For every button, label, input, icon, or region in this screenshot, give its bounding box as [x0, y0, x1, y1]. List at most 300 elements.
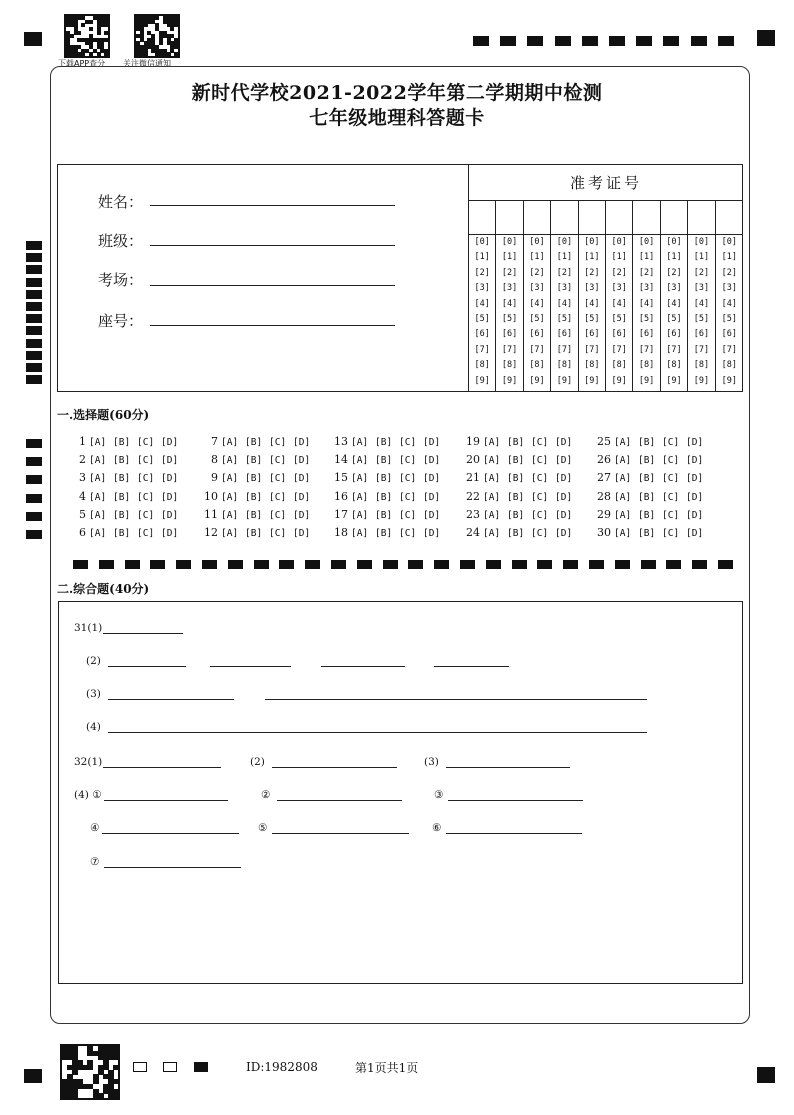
- mc-option-bubble[interactable]: [D]: [423, 491, 441, 503]
- mc-option-bubble[interactable]: [B]: [245, 491, 263, 503]
- mc-option-bubble[interactable]: [C]: [399, 455, 417, 467]
- qr-right-label: 关注微信通知: [123, 59, 171, 68]
- exam-digit-bubble[interactable]: [1]: [529, 252, 545, 263]
- exam-number-column: [633, 201, 660, 391]
- exam-digit-bubble[interactable]: [2]: [666, 267, 682, 278]
- exam-number-column: [688, 201, 715, 391]
- mc-option-bubble[interactable]: [B]: [113, 455, 131, 467]
- mc-option-bubble[interactable]: [A]: [221, 437, 239, 448]
- q32-4-4-line[interactable]: [102, 833, 239, 834]
- mc-option-bubble[interactable]: [D]: [686, 491, 704, 503]
- exam-digit-bubble[interactable]: [8]: [501, 360, 518, 371]
- exam-digit-bubble[interactable]: [6]: [556, 329, 573, 340]
- mc-option-bubble[interactable]: [C]: [531, 473, 549, 485]
- mc-option-bubble[interactable]: [A]: [89, 509, 107, 521]
- mc-option-bubble[interactable]: [C]: [269, 509, 287, 521]
- exam-digit-bubble[interactable]: [9]: [474, 375, 490, 386]
- exam-digit-writebox[interactable]: [688, 201, 714, 235]
- mc-option-bubble[interactable]: [C]: [137, 455, 155, 467]
- exam-digit-writebox[interactable]: [716, 201, 743, 235]
- exam-digit-bubble[interactable]: [9]: [693, 375, 710, 386]
- exam-digit-bubble[interactable]: [0]: [556, 237, 573, 247]
- exam-digit-bubble[interactable]: [5]: [693, 313, 710, 324]
- exam-digit-bubble[interactable]: [8]: [693, 360, 710, 371]
- exam-digit-bubble[interactable]: [8]: [584, 360, 600, 371]
- mc-question-number: 4: [79, 489, 86, 503]
- mc-question-row: [589, 508, 710, 521]
- mc-option-bubble[interactable]: [C]: [531, 437, 549, 448]
- mc-option-bubble[interactable]: [B]: [375, 455, 393, 467]
- mc-option-bubble[interactable]: [C]: [399, 528, 417, 539]
- mc-question-number: 3: [79, 471, 86, 485]
- exam-digit-bubble[interactable]: [5]: [529, 313, 545, 324]
- mc-question-row: [196, 453, 317, 466]
- exam-digit-bubble[interactable]: [9]: [529, 375, 545, 386]
- mc-question-row: [64, 435, 185, 448]
- q31-2-line-b[interactable]: [210, 666, 291, 667]
- mc-option-bubble[interactable]: [A]: [89, 491, 107, 503]
- exam-digit-bubble[interactable]: [0]: [611, 237, 627, 247]
- exam-digit-bubble[interactable]: [0]: [529, 237, 545, 247]
- mc-option-bubble[interactable]: [D]: [161, 455, 179, 467]
- left-timing-mark: [26, 241, 42, 250]
- exam-digit-bubble[interactable]: [4]: [721, 298, 737, 309]
- mc-option-bubble[interactable]: [B]: [638, 491, 656, 503]
- mc-option-bubble[interactable]: [C]: [269, 437, 287, 448]
- exam-digit-bubble[interactable]: [9]: [721, 375, 737, 386]
- exam-digit-bubble[interactable]: [0]: [638, 237, 655, 247]
- q31-2-line-c[interactable]: [321, 666, 405, 667]
- exam-digit-bubble[interactable]: [9]: [638, 375, 655, 386]
- mc-option-bubble[interactable]: [C]: [269, 491, 287, 503]
- mc-option-bubble[interactable]: [A]: [483, 437, 501, 448]
- mc-option-bubble[interactable]: [D]: [686, 437, 704, 448]
- mc-option-bubble[interactable]: [A]: [89, 437, 107, 448]
- exam-digit-bubble[interactable]: [0]: [474, 237, 490, 247]
- mc-option-bubble[interactable]: [D]: [423, 528, 441, 539]
- mc-option-bubble[interactable]: [A]: [351, 473, 369, 485]
- exam-digit-writebox[interactable]: [551, 201, 577, 235]
- top-timing-mark: [636, 36, 652, 46]
- mc-option-bubble[interactable]: [A]: [614, 437, 632, 448]
- mc-option-bubble[interactable]: [D]: [161, 509, 179, 521]
- mc-option-bubble[interactable]: [D]: [293, 437, 311, 448]
- q32-1-line[interactable]: [103, 767, 221, 768]
- q32-4-6-line[interactable]: [446, 833, 582, 834]
- mc-option-bubble[interactable]: [B]: [507, 437, 525, 448]
- exam-digit-bubble[interactable]: [7]: [556, 344, 573, 355]
- mc-question-number: 18: [334, 526, 348, 539]
- mc-option-bubble[interactable]: [B]: [507, 528, 525, 539]
- top-timing-mark: [582, 36, 598, 46]
- mc-option-bubble[interactable]: [D]: [293, 473, 311, 485]
- mc-option-bubble[interactable]: [B]: [113, 528, 131, 539]
- exam-digit-bubble[interactable]: [7]: [638, 344, 655, 355]
- exam-digit-bubble[interactable]: [4]: [556, 298, 573, 309]
- q31-4-line[interactable]: [108, 732, 647, 733]
- exam-digit-bubble[interactable]: [1]: [638, 252, 655, 263]
- mc-option-bubble[interactable]: [C]: [531, 509, 549, 521]
- mc-option-bubble[interactable]: [C]: [137, 473, 155, 485]
- exam-digit-bubble[interactable]: [8]: [529, 360, 545, 371]
- mc-option-bubble[interactable]: [B]: [375, 491, 393, 503]
- q31-3-line-b[interactable]: [265, 699, 647, 700]
- mc-option-bubble[interactable]: [A]: [89, 455, 107, 467]
- exam-digit-bubble[interactable]: [2]: [721, 267, 737, 278]
- mc-option-bubble[interactable]: [C]: [662, 528, 680, 539]
- mc-option-bubble[interactable]: [D]: [555, 455, 573, 467]
- mc-option-bubble[interactable]: [B]: [113, 491, 131, 503]
- mc-option-bubble[interactable]: [A]: [483, 528, 501, 539]
- mc-option-bubble[interactable]: [C]: [399, 509, 417, 521]
- sheet-title: 新时代学校2021-2022学年第二学期期中检测: [191, 82, 603, 104]
- name-field[interactable]: [150, 205, 395, 206]
- mc-option-bubble[interactable]: [C]: [269, 473, 287, 485]
- exam-digit-writebox[interactable]: [524, 201, 550, 235]
- mc-option-bubble[interactable]: [A]: [614, 473, 632, 485]
- mc-option-bubble[interactable]: [C]: [137, 437, 155, 448]
- exam-digit-bubble[interactable]: [8]: [638, 360, 655, 371]
- exam-digit-bubble[interactable]: [7]: [721, 344, 737, 355]
- mc-option-bubble[interactable]: [A]: [483, 455, 501, 467]
- mc-question-row: [589, 453, 710, 466]
- mc-option-bubble[interactable]: [D]: [686, 509, 704, 521]
- mc-option-bubble[interactable]: [C]: [662, 509, 680, 521]
- exam-digit-bubble[interactable]: [0]: [693, 237, 710, 247]
- exam-digit-writebox[interactable]: [661, 201, 687, 235]
- mc-option-bubble[interactable]: [D]: [293, 491, 311, 503]
- mc-option-bubble[interactable]: [B]: [375, 509, 393, 521]
- exam-digit-bubble[interactable]: [6]: [693, 329, 710, 340]
- qr-left-label: 下载APP查分: [58, 59, 106, 68]
- mc-option-bubble[interactable]: [C]: [137, 491, 155, 503]
- exam-number-area: [468, 165, 742, 391]
- exam-digit-bubble[interactable]: [5]: [666, 313, 682, 324]
- mc-option-bubble[interactable]: [D]: [423, 437, 441, 448]
- exam-digit-bubble[interactable]: [6]: [666, 329, 682, 340]
- q32-4-3-line[interactable]: [448, 800, 583, 801]
- mc-option-bubble[interactable]: [D]: [555, 509, 573, 521]
- mc-question-row: [64, 490, 185, 503]
- exam-digit-bubble[interactable]: [6]: [638, 329, 655, 340]
- exam-digit-writebox[interactable]: [579, 201, 605, 235]
- corner-mark-top-right: [757, 30, 775, 46]
- exam-digit-bubble[interactable]: [9]: [666, 375, 682, 386]
- exam-digit-writebox[interactable]: [633, 201, 659, 235]
- mc-option-bubble[interactable]: [D]: [423, 473, 441, 485]
- q32-2-line[interactable]: [272, 767, 397, 768]
- q32-3-line[interactable]: [446, 767, 570, 768]
- mc-option-bubble[interactable]: [B]: [638, 473, 656, 485]
- mc-option-bubble[interactable]: [D]: [686, 455, 704, 467]
- mc-option-bubble[interactable]: [A]: [221, 509, 239, 521]
- mc-option-bubble[interactable]: [C]: [399, 473, 417, 485]
- mc-option-bubble[interactable]: [C]: [531, 455, 549, 467]
- mc-option-bubble[interactable]: [C]: [662, 473, 680, 485]
- mc-option-bubble[interactable]: [A]: [614, 491, 632, 503]
- exam-digit-bubble[interactable]: [7]: [611, 344, 627, 355]
- mc-option-bubble[interactable]: [B]: [638, 437, 656, 448]
- exam-digit-bubble[interactable]: [5]: [584, 313, 600, 324]
- exam-digit-bubble[interactable]: [4]: [693, 298, 710, 309]
- mc-option-bubble[interactable]: [B]: [245, 473, 263, 485]
- mc-option-bubble[interactable]: [C]: [531, 491, 549, 503]
- top-timing-mark: [555, 36, 571, 46]
- mc-question-row: [458, 490, 579, 503]
- mc-option-bubble[interactable]: [C]: [662, 491, 680, 503]
- exam-digit-bubble[interactable]: [4]: [474, 298, 490, 309]
- mc-option-bubble[interactable]: [B]: [375, 473, 393, 485]
- mc-question-row: [64, 471, 185, 484]
- mc-option-bubble[interactable]: [D]: [555, 473, 573, 485]
- mc-option-bubble[interactable]: [A]: [221, 473, 239, 485]
- mc-option-bubble[interactable]: [A]: [614, 528, 632, 539]
- exam-digit-bubble[interactable]: [1]: [501, 252, 518, 263]
- mc-option-bubble[interactable]: [D]: [555, 491, 573, 503]
- mc-option-bubble[interactable]: [A]: [351, 528, 369, 539]
- mc-option-bubble[interactable]: [A]: [351, 491, 369, 503]
- mc-option-bubble[interactable]: [A]: [614, 455, 632, 467]
- exam-digit-bubble[interactable]: [9]: [556, 375, 573, 386]
- mc-option-bubble[interactable]: [C]: [269, 528, 287, 539]
- exam-digit-bubble[interactable]: [5]: [501, 313, 518, 324]
- exam-digit-bubble[interactable]: [4]: [638, 298, 655, 309]
- exam-digit-bubble[interactable]: [5]: [638, 313, 655, 324]
- exam-digit-bubble[interactable]: [3]: [721, 283, 737, 294]
- exam-digit-bubble[interactable]: [6]: [529, 329, 545, 340]
- mc-option-bubble[interactable]: [D]: [423, 455, 441, 467]
- mc-option-bubble[interactable]: [B]: [507, 473, 525, 485]
- mc-option-bubble[interactable]: [B]: [375, 528, 393, 539]
- exam-digit-bubble[interactable]: [2]: [638, 267, 655, 278]
- mc-option-bubble[interactable]: [D]: [423, 509, 441, 521]
- exam-digit-bubble[interactable]: [6]: [584, 329, 600, 340]
- app-qr-code: [64, 14, 110, 58]
- exam-digit-bubble[interactable]: [4]: [611, 298, 627, 309]
- exam-digit-bubble[interactable]: [3]: [529, 283, 545, 294]
- mc-option-bubble[interactable]: [D]: [293, 509, 311, 521]
- exam-digit-bubble[interactable]: [1]: [693, 252, 710, 263]
- mc-option-bubble[interactable]: [A]: [221, 528, 239, 539]
- exam-digit-bubble[interactable]: [7]: [584, 344, 600, 355]
- mc-question-row: [458, 453, 579, 466]
- exam-digit-bubble[interactable]: [2]: [584, 267, 600, 278]
- q32-4-5-line[interactable]: [272, 833, 409, 834]
- mc-option-bubble[interactable]: [A]: [221, 491, 239, 503]
- exam-digit-bubble[interactable]: [1]: [556, 252, 573, 263]
- wechat-qr-code: [134, 14, 180, 58]
- mc-option-bubble[interactable]: [D]: [293, 528, 311, 539]
- mc-option-bubble[interactable]: [A]: [483, 473, 501, 485]
- mc-question-row: [64, 508, 185, 521]
- exam-digit-bubble[interactable]: [3]: [611, 283, 627, 294]
- exam-number-column: [579, 201, 606, 391]
- mc-question-number: 10: [204, 489, 218, 503]
- exam-number-column: [606, 201, 633, 391]
- q31-3-line-a[interactable]: [108, 699, 234, 700]
- mc-option-bubble[interactable]: [A]: [351, 437, 369, 448]
- mc-option-bubble[interactable]: [B]: [245, 509, 263, 521]
- q31-2-line-a[interactable]: [108, 666, 186, 667]
- mc-option-bubble[interactable]: [D]: [686, 528, 704, 539]
- mc-option-bubble[interactable]: [C]: [662, 437, 680, 448]
- mc-option-bubble[interactable]: [B]: [507, 509, 525, 521]
- mc-option-bubble[interactable]: [B]: [113, 509, 131, 521]
- mc-question-number: 1: [79, 435, 86, 448]
- mc-option-bubble[interactable]: [B]: [638, 455, 656, 467]
- exam-digit-bubble[interactable]: [5]: [611, 313, 627, 324]
- exam-digit-bubble[interactable]: [6]: [501, 329, 518, 340]
- exam-digit-bubble[interactable]: [0]: [721, 237, 737, 247]
- mc-option-bubble[interactable]: [C]: [137, 528, 155, 539]
- mc-option-bubble[interactable]: [D]: [161, 437, 179, 448]
- exam-digit-bubble[interactable]: [5]: [474, 313, 490, 324]
- mc-option-bubble[interactable]: [B]: [113, 473, 131, 485]
- q32-4-1-line[interactable]: [104, 800, 228, 801]
- mc-question-number: 2: [79, 453, 86, 467]
- exam-digit-bubble[interactable]: [6]: [611, 329, 627, 340]
- mc-question-number: 6: [79, 526, 86, 539]
- exam-digit-bubble[interactable]: [0]: [584, 237, 600, 247]
- exam-digit-writebox[interactable]: [469, 201, 495, 235]
- exam-digit-bubble[interactable]: [8]: [611, 360, 627, 371]
- exam-digit-bubble[interactable]: [3]: [638, 283, 655, 294]
- mc-option-bubble[interactable]: [B]: [638, 528, 656, 539]
- exam-digit-bubble[interactable]: [8]: [666, 360, 682, 371]
- exam-digit-bubble[interactable]: [4]: [501, 298, 518, 309]
- exam-digit-bubble[interactable]: [2]: [556, 267, 573, 278]
- mc-option-bubble[interactable]: [A]: [614, 509, 632, 521]
- exam-digit-bubble[interactable]: [2]: [529, 267, 545, 278]
- mc-option-bubble[interactable]: [C]: [399, 437, 417, 448]
- exam-digit-bubble[interactable]: [8]: [474, 360, 490, 371]
- exam-digit-bubble[interactable]: [2]: [611, 267, 627, 278]
- exam-digit-bubble[interactable]: [5]: [721, 313, 737, 324]
- exam-digit-bubble[interactable]: [4]: [529, 298, 545, 309]
- mc-question-number: 7: [211, 435, 218, 448]
- exam-digit-bubble[interactable]: [2]: [501, 267, 518, 278]
- exam-digit-writebox[interactable]: [496, 201, 522, 235]
- exam-digit-writebox[interactable]: [606, 201, 632, 235]
- exam-digit-bubble[interactable]: [7]: [666, 344, 682, 355]
- mc-question-number: 20: [466, 453, 480, 467]
- exam-digit-bubble[interactable]: [9]: [611, 375, 627, 386]
- mc-option-bubble[interactable]: [D]: [161, 473, 179, 485]
- mc-option-bubble[interactable]: [B]: [113, 437, 131, 448]
- mc-option-bubble[interactable]: [B]: [638, 509, 656, 521]
- exam-digit-bubble[interactable]: [8]: [721, 360, 737, 371]
- mc-option-bubble[interactable]: [B]: [245, 528, 263, 539]
- exam-digit-bubble[interactable]: [9]: [584, 375, 600, 386]
- q31-1-line[interactable]: [103, 633, 183, 634]
- q32-1-label: 32(1): [74, 756, 103, 768]
- exam-digit-bubble[interactable]: [0]: [666, 237, 682, 247]
- mc-option-bubble[interactable]: [B]: [507, 455, 525, 467]
- exam-digit-bubble[interactable]: [9]: [501, 375, 518, 386]
- exam-digit-bubble[interactable]: [7]: [529, 344, 545, 355]
- exam-digit-bubble[interactable]: [3]: [474, 283, 490, 294]
- exam-digit-bubble[interactable]: [5]: [556, 313, 573, 324]
- mc-option-bubble[interactable]: [A]: [483, 509, 501, 521]
- mc-option-bubble[interactable]: [C]: [531, 528, 549, 539]
- mc-question-row: [326, 526, 447, 539]
- mc-option-bubble[interactable]: [D]: [161, 491, 179, 503]
- mc-option-bubble[interactable]: [D]: [161, 528, 179, 539]
- q32-4-7-line[interactable]: [104, 867, 241, 868]
- mc-option-bubble[interactable]: [B]: [507, 491, 525, 503]
- left-timing-mark: [26, 326, 42, 335]
- exam-digit-bubble[interactable]: [2]: [693, 267, 710, 278]
- mc-option-bubble[interactable]: [C]: [399, 491, 417, 503]
- exam-digit-bubble[interactable]: [4]: [666, 298, 682, 309]
- exam-digit-bubble[interactable]: [3]: [556, 283, 573, 294]
- mc-option-bubble[interactable]: [A]: [483, 491, 501, 503]
- exam-digit-bubble[interactable]: [3]: [501, 283, 518, 294]
- seat-field[interactable]: [150, 325, 395, 326]
- exam-digit-bubble[interactable]: [3]: [584, 283, 600, 294]
- mc-option-bubble[interactable]: [C]: [269, 455, 287, 467]
- exam-digit-bubble[interactable]: [3]: [693, 283, 710, 294]
- mc-option-bubble[interactable]: [D]: [686, 473, 704, 485]
- mc-question-row: [458, 435, 579, 448]
- q31-2-line-d[interactable]: [434, 666, 509, 667]
- mc-option-bubble[interactable]: [B]: [245, 455, 263, 467]
- q32-4-2-line[interactable]: [277, 800, 402, 801]
- exam-digit-bubble[interactable]: [6]: [474, 329, 490, 340]
- room-field[interactable]: [150, 285, 395, 286]
- room-label: 考场：: [98, 271, 144, 289]
- exam-digit-bubble[interactable]: [4]: [584, 298, 600, 309]
- exam-digit-bubble[interactable]: [6]: [721, 329, 737, 340]
- mc-option-bubble[interactable]: [D]: [293, 455, 311, 467]
- exam-digit-bubble[interactable]: [2]: [474, 267, 490, 278]
- mc-question-number: 16: [334, 489, 348, 503]
- section2-title: 二.综合题(40分): [57, 582, 150, 596]
- mc-option-bubble[interactable]: [D]: [555, 437, 573, 448]
- exam-digit-bubble[interactable]: [1]: [666, 252, 682, 263]
- exam-digit-bubble[interactable]: [1]: [611, 252, 627, 263]
- mc-option-bubble[interactable]: [A]: [351, 455, 369, 467]
- exam-digit-bubble[interactable]: [7]: [474, 344, 490, 355]
- exam-digit-bubble[interactable]: [7]: [501, 344, 518, 355]
- mc-question-row: [326, 508, 447, 521]
- mc-question-number: 29: [597, 507, 611, 521]
- exam-digit-bubble[interactable]: [0]: [501, 237, 518, 247]
- left-timing-mark: [26, 314, 42, 323]
- exam-digit-bubble[interactable]: [8]: [556, 360, 573, 371]
- mc-option-bubble[interactable]: [B]: [375, 437, 393, 448]
- mc-question-number: 21: [466, 471, 480, 485]
- mc-option-bubble[interactable]: [A]: [89, 473, 107, 485]
- exam-digit-bubble[interactable]: [7]: [693, 344, 710, 355]
- mc-option-bubble[interactable]: [C]: [662, 455, 680, 467]
- exam-digit-bubble[interactable]: [1]: [474, 252, 490, 263]
- mc-option-bubble[interactable]: [A]: [351, 509, 369, 521]
- mc-option-bubble[interactable]: [A]: [221, 455, 239, 467]
- mc-option-bubble[interactable]: [A]: [89, 528, 107, 539]
- mc-question-row: [196, 526, 317, 539]
- exam-digit-bubble[interactable]: [1]: [721, 252, 737, 263]
- mc-option-bubble[interactable]: [C]: [137, 509, 155, 521]
- mc-option-bubble[interactable]: [D]: [555, 528, 573, 539]
- exam-digit-bubble[interactable]: [3]: [666, 283, 682, 294]
- mc-question-row: [458, 526, 579, 539]
- q31-4-label: (4): [86, 721, 101, 733]
- class-field[interactable]: [150, 245, 395, 246]
- mc-option-bubble[interactable]: [B]: [245, 437, 263, 448]
- corner-mark-bottom-right: [757, 1067, 775, 1083]
- exam-digit-bubble[interactable]: [1]: [584, 252, 600, 263]
